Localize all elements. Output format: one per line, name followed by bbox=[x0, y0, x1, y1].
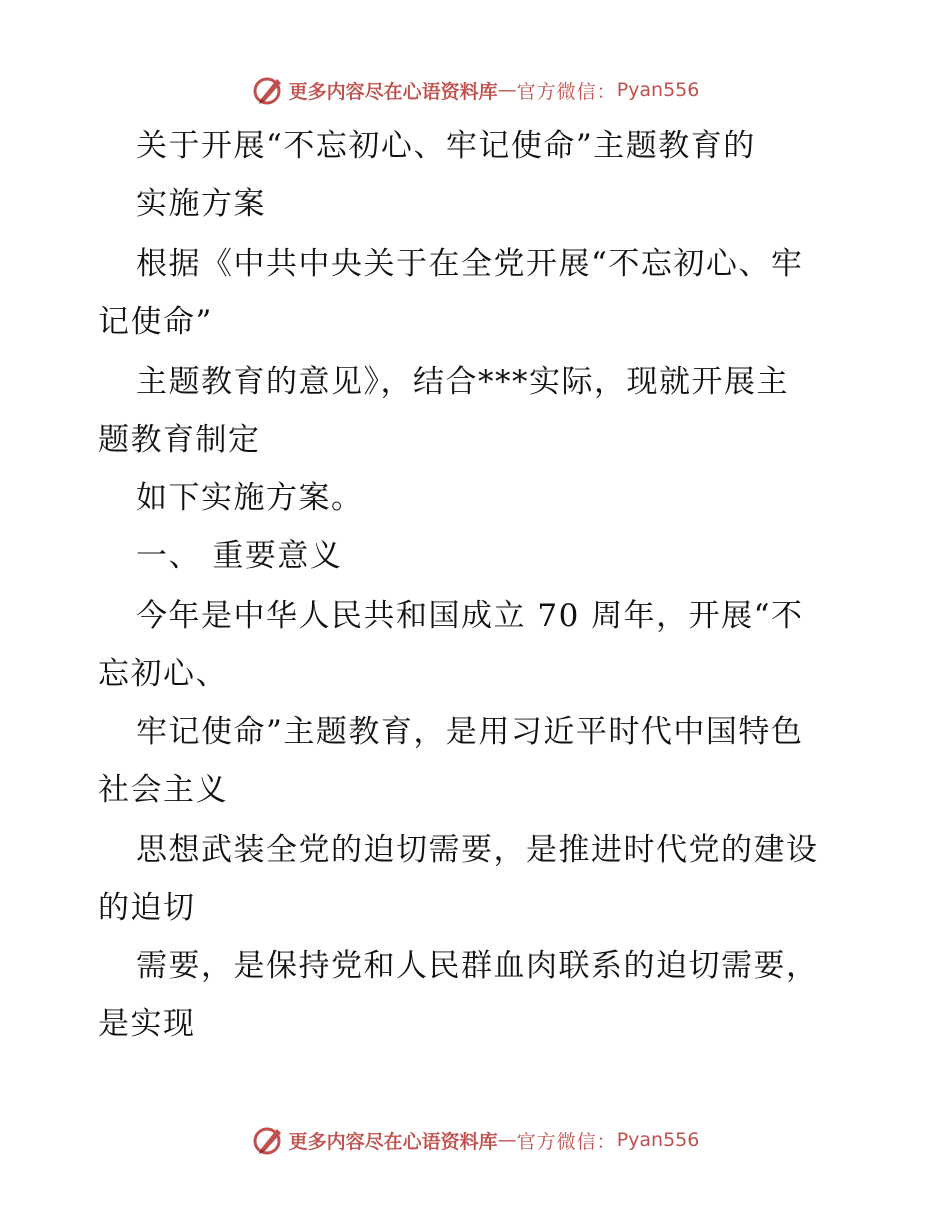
banner-site-text: 更多内容尽在心语资料库 bbox=[288, 1130, 498, 1153]
paragraph-line: 主题教育的意见》，结合***实际，现就开展主 bbox=[136, 364, 789, 400]
paragraph-line: 的迫切 bbox=[98, 890, 196, 926]
section-heading: 一、 重要意义 bbox=[136, 538, 343, 574]
paragraph-line: 今年是中华人民共和国成立 70 周年，开展“不 bbox=[136, 598, 804, 634]
paragraph-line: 忘初心、 bbox=[98, 656, 228, 692]
banner-site-text: 更多内容尽在心语资料库 bbox=[288, 80, 498, 103]
document-title-line-2: 实施方案 bbox=[136, 186, 266, 222]
pen-nib-circle-icon bbox=[251, 1123, 285, 1157]
banner-dash: — bbox=[497, 1129, 517, 1151]
paragraph-line: 根据《中共中央关于在全党开展“不忘初心、牢 bbox=[136, 246, 804, 282]
footer-banner bbox=[0, 1120, 950, 1160]
banner-wechat-label: 官方微信： bbox=[516, 1130, 617, 1153]
banner-wechat-id: Pyan556 bbox=[616, 1129, 700, 1151]
pen-nib-circle-icon bbox=[251, 73, 285, 107]
document-title-line-1: 关于开展“不忘初心、牢记使命”主题教育的 bbox=[136, 128, 756, 164]
paragraph-line: 题教育制定 bbox=[98, 422, 261, 458]
banner-wechat-id: Pyan556 bbox=[616, 79, 700, 101]
paragraph-line: 思想武装全党的迫切需要，是推进时代党的建设 bbox=[136, 832, 819, 868]
banner-dash: — bbox=[497, 79, 517, 101]
paragraph-line: 是实现 bbox=[98, 1006, 196, 1042]
paragraph-line: 如下实施方案。 bbox=[136, 480, 364, 516]
header-banner bbox=[0, 70, 950, 110]
paragraph-line: 记使命” bbox=[98, 304, 213, 340]
paragraph-line: 牢记使命”主题教育，是用习近平时代中国特色 bbox=[136, 714, 804, 750]
paragraph-line: 需要，是保持党和人民群血肉联系的迫切需要， bbox=[136, 948, 819, 984]
banner-wechat-label: 官方微信： bbox=[516, 80, 617, 103]
paragraph-line: 社会主义 bbox=[98, 772, 228, 808]
